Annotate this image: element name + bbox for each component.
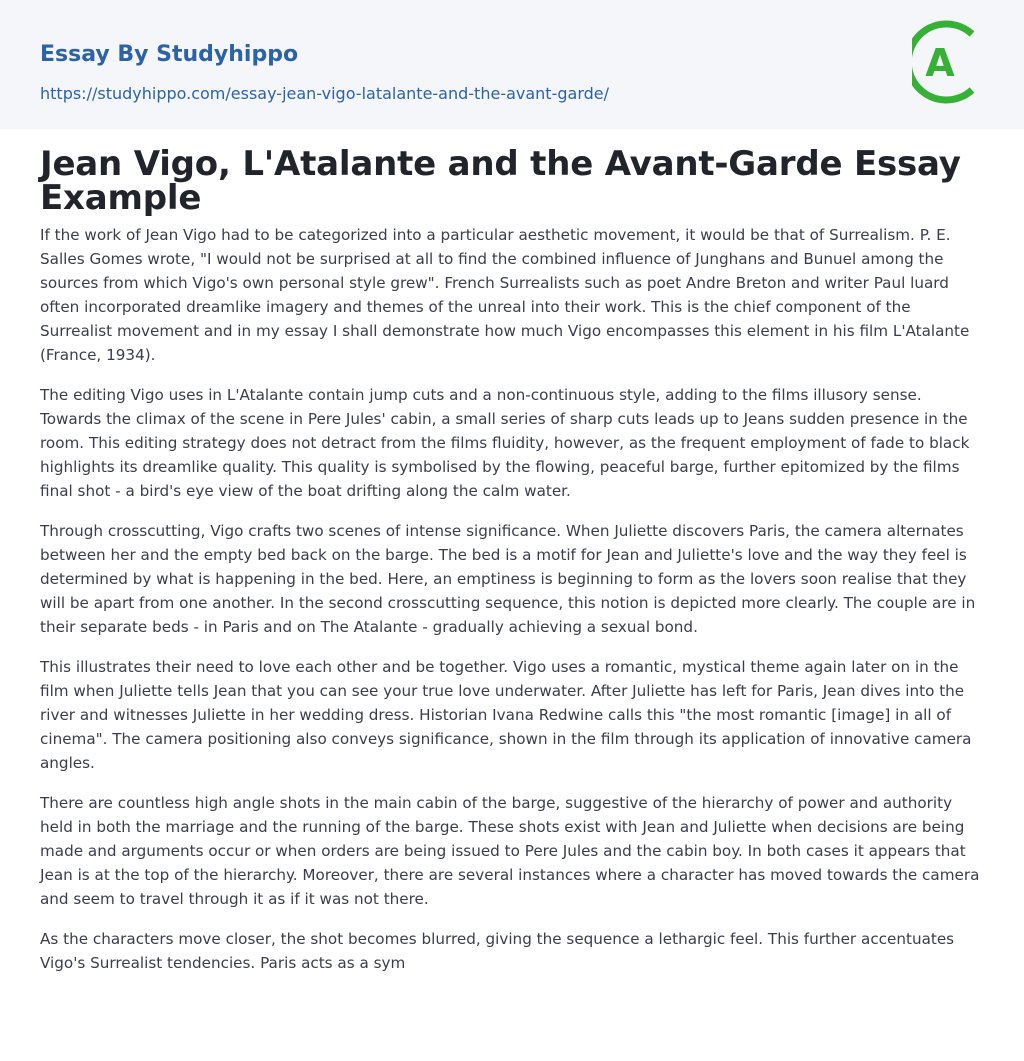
article — [40, 144, 985, 991]
logo-letter: A — [925, 41, 955, 85]
site-header — [0, 0, 1024, 129]
paragraph: The editing Vigo uses in L'Atalante contain jump cuts and a non-continuous style, adding to the films illusory sense. Towards the climax of the scene in Pere Jules' cabin, a small series of sharp cuts leads up to Jeans sudden presence in the room. This editing strategy does not detract from the films fluidity, however, as the frequent employment of fade to black highlights its dreamlike quality. This quality is symbolised by the flowing, peaceful barge, further epitomized by the films final shot - a bird's eye view of the boat drifting along the calm water. — [40, 386, 970, 500]
studyhippo-logo-icon[interactable] — [912, 19, 986, 105]
paragraph: Through crosscutting, Vigo crafts two scenes of intense significance. When Juliette discovers Paris, the camera alternates between her and the empty bed back on the barge. The bed is a motif for Jean and Juliette's love and the way they feel is determined by what is happening in the bed. Here, an emptiness is beginning to form as the lovers soon realise that they will be apart from one another. In the second crosscutting sequence, this notion is depicted more clearly. The couple are in their separate beds - in Paris and on The Atalante - gradually achieving a sexual bond. — [40, 522, 976, 636]
paragraph: If the work of Jean Vigo had to be categorized into a particular aesthetic movement, it would be that of Surrealism. P. E. Salles Gomes wrote, "I would not be surprised at all to find the combined influence of Junghans and Bunuel among the sources from which Vigo's own personal style grew". French Surrealists such as poet Andre Breton and writer Paul luard often incorporated dreamlike imagery and themes of the unreal into their work. This is the chief component of the Surrealist movement and in my essay I shall demonstrate how much Vigo encompasses this element in his film L'Atalante (France, 1934). — [40, 226, 970, 364]
page-url-link[interactable]: https://studyhippo.com/essay-jean-vigo-latalante-and-the-avant-garde/ — [40, 84, 609, 103]
paragraph: This illustrates their need to love each other and be together. Vigo uses a romantic, mystical theme again later on in the film when Juliette tells Jean that you can see your true love underwater. After Juliette has left for Paris, Jean dives into the river and witnesses Juliette in her wedding dress. Historian Ivana Redwine calls this "the most romantic [image] in all of cinema". The camera positioning also conveys significance, shown in the film through its application of innovative camera angles. — [40, 658, 972, 772]
page-title: Jean Vigo, L'Atalante and the Avant-Garde Essay Example — [40, 144, 961, 218]
site-brand[interactable]: Essay By Studyhippo — [40, 42, 299, 67]
paragraph: As the characters move closer, the shot becomes blurred, giving the sequence a lethargic feel. This further accentuates Vigo's Surrealist tendencies. Paris acts as a sym — [40, 930, 955, 972]
paragraph: There are countless high angle shots in the main cabin of the barge, suggestive of the hierarchy of power and authority held in both the marriage and the running of the barge. These shots exist with Jean and Juliette when decisions are being made and arguments occur or when orders are being issued to Pere Jules and the cabin boy. In both cases it appears that Jean is at the top of the hierarchy. Moreover, there are several instances where a character has moved towards the camera and seem to travel through it as if it was not there. — [40, 794, 980, 908]
